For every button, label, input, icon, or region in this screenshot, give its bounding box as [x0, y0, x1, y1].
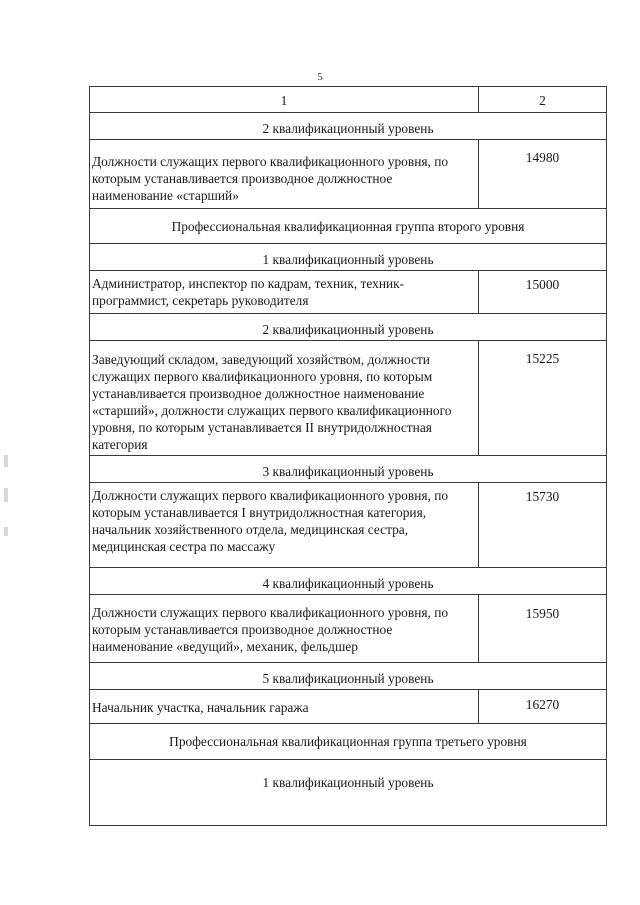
- qualification-level-label: 1 квалификационный уровень: [90, 760, 607, 826]
- qualification-level-row: [90, 456, 607, 483]
- table-row: [90, 690, 607, 724]
- qualification-level-row: [90, 113, 607, 140]
- table-row: [90, 483, 607, 568]
- table-row: [90, 140, 607, 209]
- qualification-group-title: Профессиональная квалификационная группа третьего уровня: [90, 724, 607, 760]
- qualification-level-row: [90, 244, 607, 271]
- qualification-level-row: [90, 663, 607, 690]
- qualification-level-label: 3 квалификационный уровень: [90, 456, 607, 483]
- salary-value: 14980: [479, 140, 607, 209]
- qualification-group-title: Профессиональная квалификационная группа второго уровня: [90, 209, 607, 244]
- salary-value: 15730: [479, 483, 607, 568]
- position-description: Заведующий складом, заведующий хозяйством, должности служащих первого квалификационного уровня, по которым устанавливается производное должностное наименование «старший», должности служащих первого квалификационного уровня, по которым устанавливается II внутридолжностная категория: [90, 341, 479, 456]
- scan-edge-mark: [4, 527, 8, 536]
- page-number: 5: [317, 71, 323, 83]
- salary-value: 15000: [479, 271, 607, 314]
- position-description: Должности служащих первого квалификационного уровня, по которым устанавливается производное должностное наименование «ведущий», механик, фельдшер: [90, 595, 479, 663]
- scan-edge-mark: [4, 488, 8, 502]
- table-row: [90, 271, 607, 314]
- qualification-level-row: [90, 760, 607, 826]
- qualification-level-label: 1 квалификационный уровень: [90, 244, 607, 271]
- qualification-level-row: [90, 568, 607, 595]
- qualification-level-row: [90, 314, 607, 341]
- table-row: [90, 341, 607, 456]
- column-header-1: 1: [90, 87, 479, 113]
- qualification-level-label: 4 квалификационный уровень: [90, 568, 607, 595]
- qualification-group-row: [90, 209, 607, 244]
- qualification-level-label: 2 квалификационный уровень: [90, 314, 607, 341]
- qualification-level-label: 5 квалификационный уровень: [90, 663, 607, 690]
- column-header-2: 2: [479, 87, 607, 113]
- scan-edge-mark: [4, 455, 8, 467]
- salary-value: 15950: [479, 595, 607, 663]
- table-row: [90, 595, 607, 663]
- qualification-level-label: 2 квалификационный уровень: [90, 113, 607, 140]
- position-description: Должности служащих первого квалификационного уровня, по которым устанавливается I внутридолжностная категория, начальник хозяйственного отдела, медицинская сестра, медицинская сестра по массажу: [90, 483, 479, 568]
- salary-value: 16270: [479, 690, 607, 724]
- table-header-row: [90, 87, 607, 113]
- position-description: Начальник участка, начальник гаража: [90, 690, 479, 724]
- salary-table: [89, 86, 607, 826]
- position-description: Должности служащих первого квалификационного уровня, по которым устанавливается производное должностное наименование «старший»: [90, 140, 479, 209]
- position-description: Администратор, инспектор по кадрам, техник, техник-программист, секретарь руководителя: [90, 271, 479, 314]
- qualification-group-row: [90, 724, 607, 760]
- salary-value: 15225: [479, 341, 607, 456]
